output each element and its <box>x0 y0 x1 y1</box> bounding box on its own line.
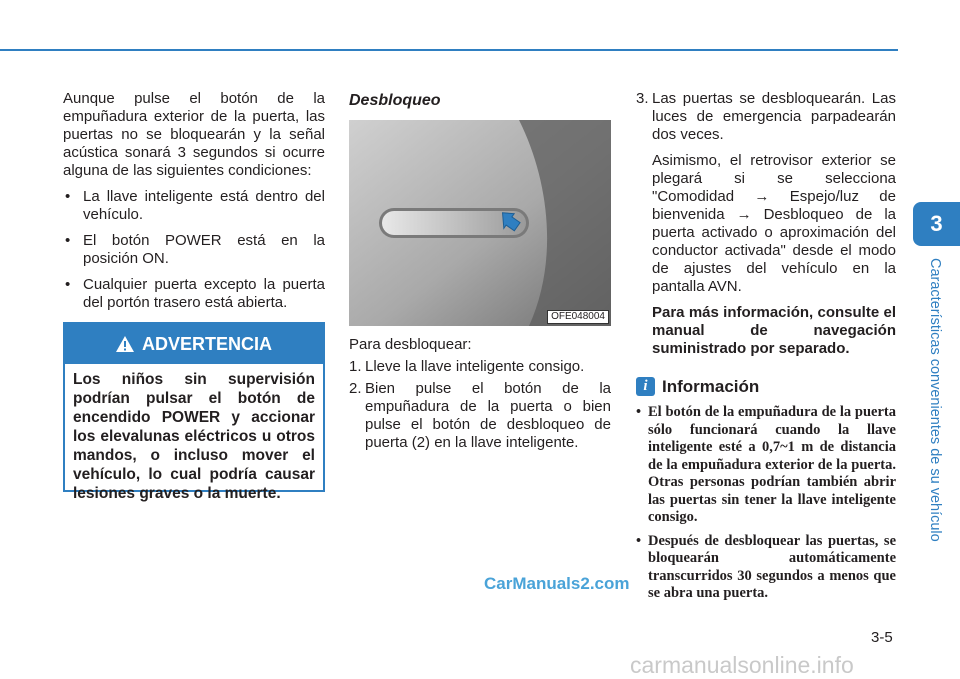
column-middle <box>349 92 611 452</box>
watermark-top: CarManuals2.com <box>484 574 630 593</box>
warning-header <box>65 324 323 364</box>
step-number: 2. <box>349 380 362 397</box>
unlock-lead: Para desbloquear: <box>349 336 472 353</box>
chapter-title-text: Características convenientes de su vehículo <box>927 258 943 542</box>
step-number: 1. <box>349 358 362 375</box>
section-heading: Desbloqueo <box>349 92 441 109</box>
info-item-text: Después de desbloquear las puertas, se bloquearán automáticamente transcurridos 30 segundos a menos que se abra una puerta. <box>648 532 896 601</box>
step-number: 3. <box>636 90 649 107</box>
photo-code-label: OFE048004 <box>547 310 609 324</box>
info-heading <box>636 376 896 398</box>
info-item <box>636 404 896 527</box>
step-item <box>349 358 611 376</box>
step-text: Las puertas se desbloquearán. Las luces de emergencia parpadearán dos veces. <box>652 90 896 143</box>
info-title-text: Información <box>662 377 760 396</box>
step-text: Lleve la llave inteligente consigo. <box>365 358 585 375</box>
bullet-icon: • <box>65 232 71 249</box>
watermark-bottom: carmanualsonline.info <box>630 652 854 678</box>
list-item-text: Cualquier puerta excepto la puerta del portón trasero está abierta. <box>83 276 325 311</box>
warning-triangle-icon <box>116 326 134 366</box>
step-note-text: Para más información, consulte el manual de navegación suministrado por separado. <box>652 304 896 357</box>
bullet-icon: • <box>636 404 642 420</box>
info-list <box>636 404 896 603</box>
column-left <box>63 90 325 312</box>
chapter-tab: 3 <box>913 202 960 246</box>
info-icon: i <box>636 377 655 396</box>
list-item <box>63 232 325 268</box>
intro-paragraph: Aunque pulse el botón de la empuñadura exterior de la puerta, las puertas no se bloquearán y la señal acústica sonará 3 segundos si ocurre alguna de las siguientes condiciones: <box>63 90 325 179</box>
page-number: 3-5 <box>871 629 893 646</box>
door-handle-photo <box>349 120 611 326</box>
info-item <box>636 533 896 603</box>
warning-title: ADVERTENCIA <box>141 334 272 354</box>
warning-box <box>63 322 325 502</box>
chapter-side-title <box>925 258 945 548</box>
step-text: Asimismo, el retrovisor exterior se plegará si se selecciona "Comodidad → Espejo/luz de bienvenida → Desbloqueo de la puerta activado o aproximación del conductor activada" desde el modo de ajustes del vehículo en la pantalla AVN. <box>652 152 896 295</box>
list-item <box>63 188 325 224</box>
list-item-text: La llave inteligente está dentro del vehículo. <box>83 188 325 223</box>
step-paragraph <box>636 152 896 296</box>
info-item-text: El botón de la empuñadura de la puerta sólo funcionará cuando la llave inteligente esté a 0,7~1 m de distancia de la empuñadura exterior de la puerta. Otras personas podrían también abrir las puertas sin tener la llave inteligente consigo. <box>648 404 896 525</box>
column-right <box>636 90 896 603</box>
step-note <box>636 304 896 358</box>
bullet-icon: • <box>65 276 71 293</box>
header-rule <box>0 49 898 51</box>
bullet-icon: • <box>636 532 642 549</box>
list-item-text: El botón POWER está en la posición ON. <box>83 232 325 267</box>
warning-text: Los niños sin supervisión podrían pulsar el botón de encendido POWER y accionar los elevalunas eléctricos u otros mandos, o incluso mover el vehículo, lo cual podría causar lesiones graves o la muerte. <box>73 371 315 502</box>
step-item <box>349 380 611 452</box>
step-item <box>636 90 896 144</box>
step-text: Bien pulse el botón de la empuñadura de la puerta o bien pulse el botón de desbloqueo de puerta (2) en la llave inteligente. <box>365 380 611 451</box>
list-item <box>63 276 325 312</box>
bullet-icon: • <box>65 188 71 205</box>
